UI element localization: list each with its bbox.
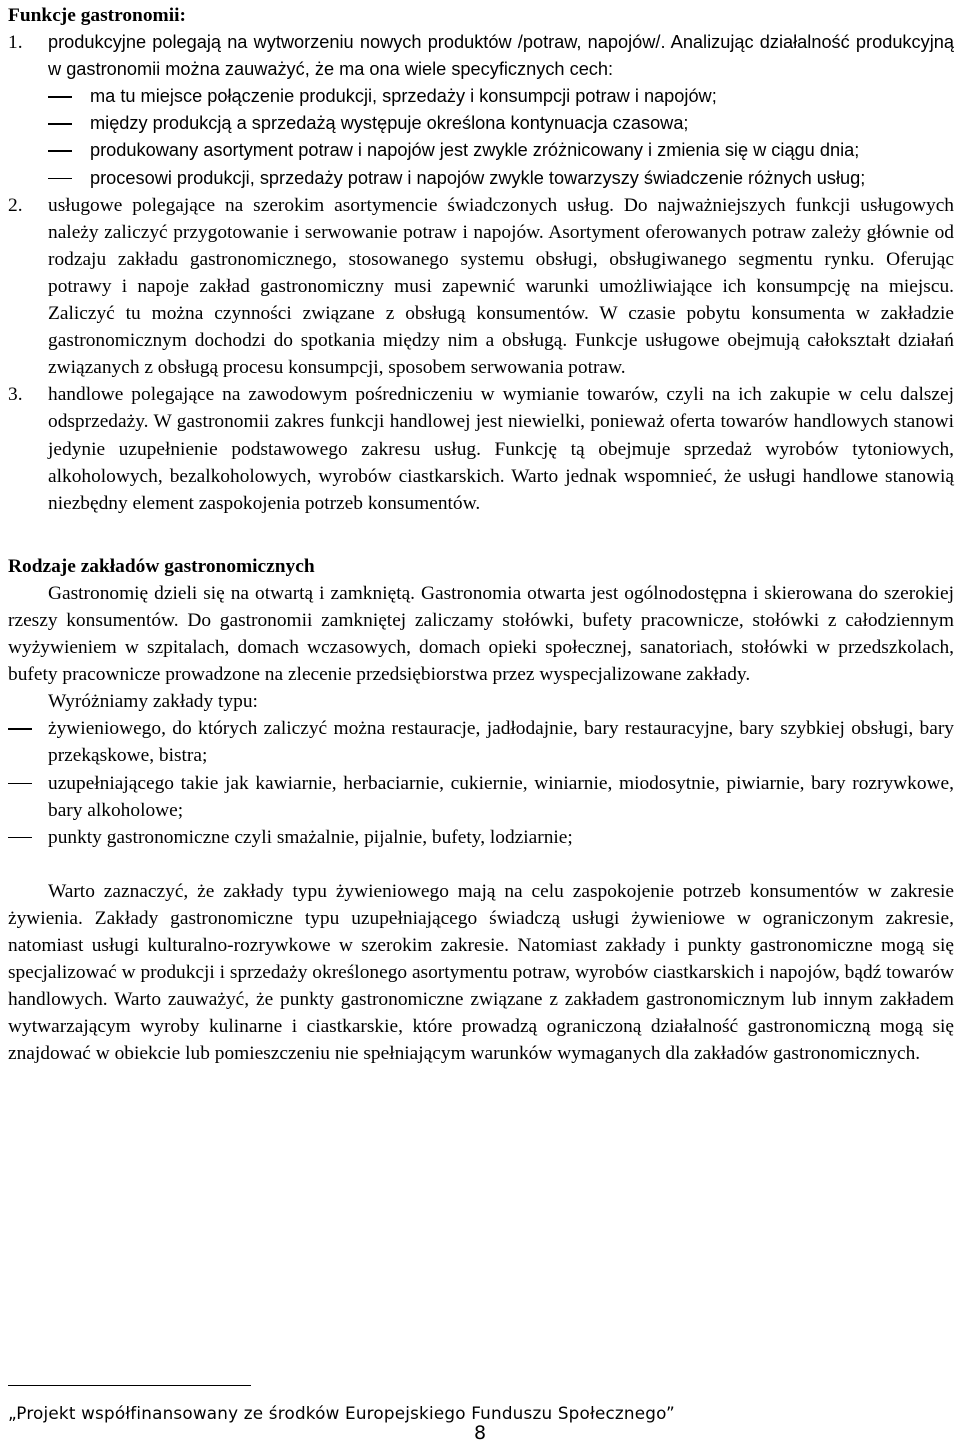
dash-bullet-icon: [8, 783, 32, 785]
list-number: 1.: [8, 32, 23, 54]
list-number: 2.: [8, 194, 23, 216]
footer-project-note: „Projekt współfinansowany ze środków Europejskiego Funduszu Społecznego”: [8, 1403, 675, 1423]
section-heading-types: Rodzaje zakładów gastronomicznych: [8, 555, 315, 577]
dash-bullet-icon: [8, 728, 32, 730]
list-item-text: ma tu miejsce połączenie produkcji, sprzedaży i konsumpcji potraw i napojów;: [90, 86, 717, 107]
list-item: [8, 715, 954, 769]
list-item: [8, 165, 954, 192]
intro-paragraph: Gastronomię dzieli się na otwartą i zamkniętą. Gastronomia otwarta jest ogólnodostępna i skierowana do szerokiej rzeszy konsumentów. Do gastronomii zamkniętej zaliczamy stołówki, bufety pracownicze, stołówki z całodziennym wyżywieniem w szpitalach, domach wczasowych, domach opieki społecznej, sanatoriach, stołówki w przedszkolach, bufety pracownicze prowadzone na zlecenie przedsiębiorstwa przez wyspecjalizowane zakłady.: [8, 582, 954, 686]
footer-divider: [8, 1385, 251, 1386]
list-item: [8, 770, 954, 824]
dash-bullet-icon: [48, 123, 72, 125]
function-item-service: [8, 192, 954, 382]
function-text: usługowe polegające na szerokim asortymencie świadczonych usług. Do najważniejszych funkcji usługowych należy zaliczyć przygotowanie i serwowanie potraw i napojów. Asortyment oferowanych potraw zależy głównie od rodzaju zakładu gastronomicznego, stosowanego systemu obsługi, obsługiwanego segmentu rynku. Oferując potrawy i napoje zakład gastronomiczny musi zapewnić warunki umożliwiające ich konsumpcję na miejscu. Zaliczyć tu można czynności związane z obsługą konsumentów. W czasie pobytu konsumenta w zakładzie gastronomicznym dochodzi do spotkania między nim a obsługą. Funkcje usługowe obejmują całokształt działań związanych z obsługą procesu konsumpcji, sposobem serwowania potraw.: [48, 194, 954, 379]
dash-bullet-icon: [48, 150, 72, 152]
function-item-trade: [8, 381, 954, 516]
document-page: [8, 2, 954, 1067]
function-item-production: [8, 29, 954, 83]
section-heading-functions: Funkcje gastronomii:: [8, 5, 186, 26]
list-item: [8, 110, 954, 137]
list-number: 3.: [8, 384, 23, 406]
establishment-types-list: [8, 715, 954, 850]
list-item: [8, 137, 954, 164]
dash-bullet-icon: [48, 178, 72, 180]
list-item: [8, 824, 954, 851]
types-lead: Wyróżniamy zakłady typu:: [48, 691, 258, 713]
function-text: handlowe polegające na zawodowym pośredniczeniu w wymianie towarów, czyli na ich zakupie w celu dalszej odsprzedaży. W gastronomii zakres funkcji handlowej jest niewielki, ponieważ oferta towarów handlowych stanowi jedynie uzupełnienie podstawowego zakresu usług. Funkcję tą obejmuje sprzedaż wyrobów tytoniowych, alkoholowych, bezalkoholowych, wyrobów ciastkarskich. Warto jednak wspomnieć, że usługi handlowe stanowią niezbędny element zaspokojenia potrzeb konsumentów.: [48, 384, 954, 514]
page-number: 8: [473, 1422, 487, 1444]
production-features-list: [8, 83, 954, 191]
dash-bullet-icon: [8, 837, 32, 839]
list-item-text: żywieniowego, do których zaliczyć można restauracje, jadłodajnie, bary restauracyjne, bary szybkiej obsługi, bary przekąskowe, bistra;: [48, 718, 954, 767]
dash-bullet-icon: [48, 96, 72, 98]
list-item-text: między produkcją a sprzedażą występuje określona kontynuacja czasowa;: [90, 113, 689, 134]
closing-paragraph: Warto zaznaczyć, że zakłady typu żywieniowego mają na celu zaspokojenie potrzeb konsumentów w zakresie żywienia. Zakłady gastronomiczne typu uzupełniającego świadczą usługi żywieniowe w ograniczonym zakresie, natomiast usługi kulturalno-rozrywkowe w szerokim zakresie. Natomiast zakłady i punkty gastronomiczne mogą się specjalizować w produkcji i sprzedaży określonego asortymentu potraw, wyrobów ciastkarskich i napojów, bądź towarów handlowych. Warto zauważyć, że punkty gastronomiczne związane z zakładem gastronomicznym lub innym zakładem wytwarzającym wyroby kulinarne i ciastkarskie, które prowadzą ograniczoną działalność gastronomiczną mogą się znajdować w obiekcie lub pomieszczeniu nie spełniającym warunków wymaganych dla zakładów gastronomicznych.: [8, 880, 954, 1065]
list-item-text: produkowany asortyment potraw i napojów jest zwykle zróżnicowany i zmienia się w ciągu dnia;: [90, 140, 860, 161]
list-item: [8, 83, 954, 110]
list-item-text: uzupełniającego takie jak kawiarnie, herbaciarnie, cukiernie, winiarnie, miodosytnie, piwiarnie, bary rozrywkowe, bary alkoholowe;: [48, 772, 954, 821]
list-item-text: punkty gastronomiczne czyli smażalnie, pijalnie, bufety, lodziarnie;: [48, 826, 573, 848]
list-item-text: procesowi produkcji, sprzedaży potraw i napojów zwykle towarzyszy świadczenie różnych usług;: [90, 167, 866, 188]
function-text: produkcyjne polegają na wytworzeniu nowych produktów /potraw, napojów/. Analizując działalność produkcyjną w gastronomii można zauważyć, że ma ona wiele specyficznych cech:: [48, 32, 954, 80]
